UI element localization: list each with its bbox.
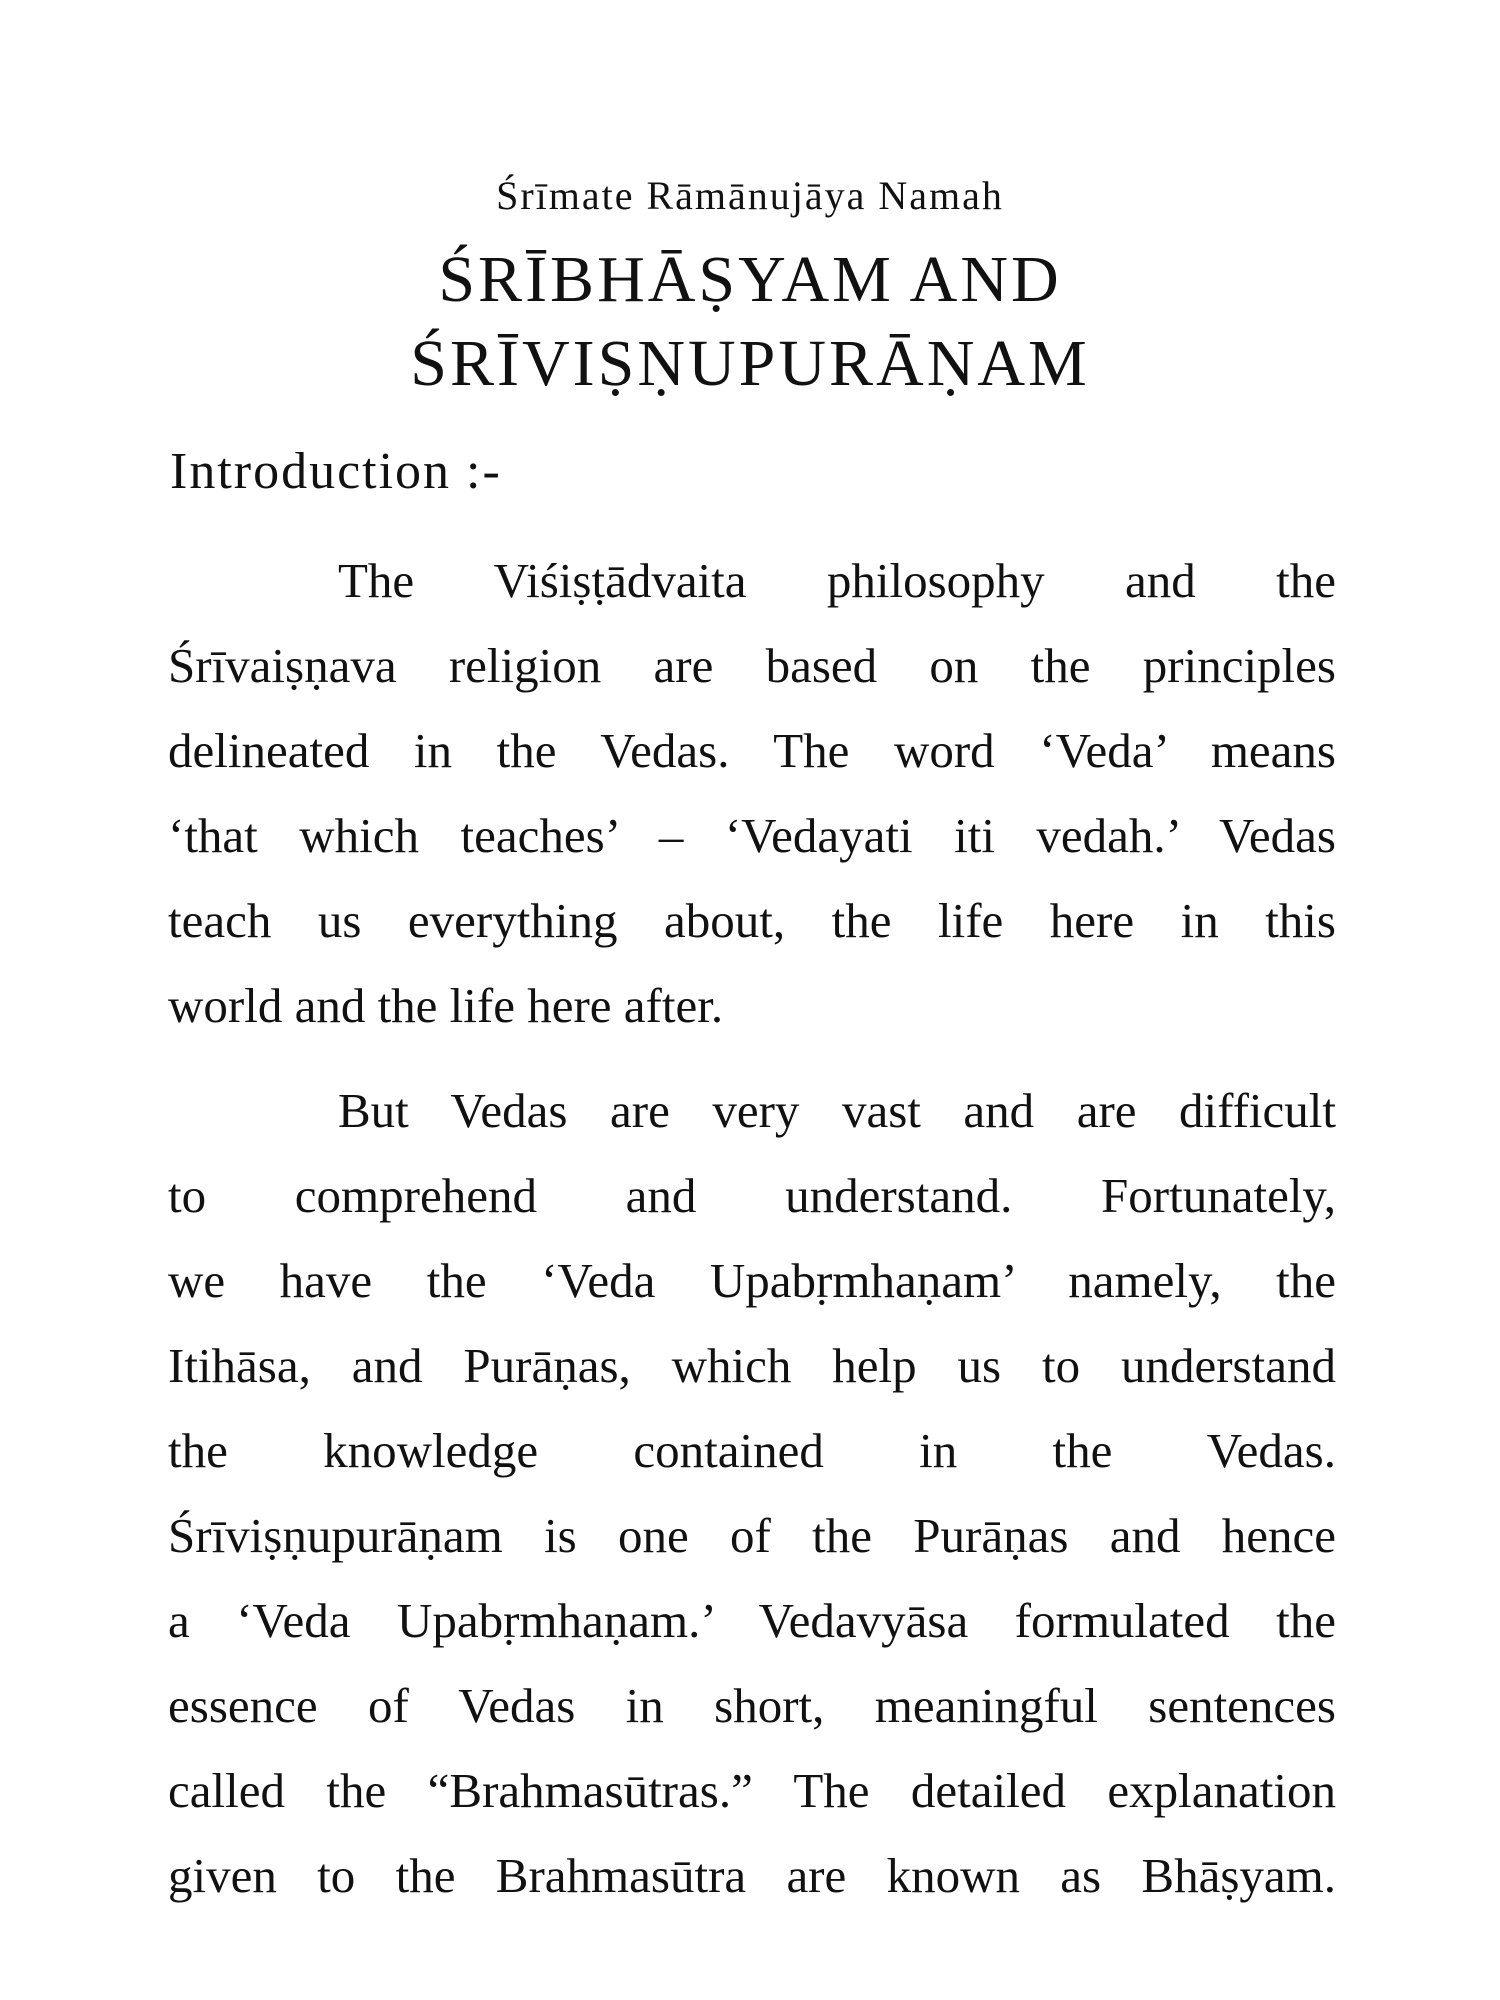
paragraph-line: called the “Brahmasūtras.” The detailed explanation <box>168 1763 1336 1818</box>
paragraph-2 <box>168 1068 1336 1918</box>
page-title <box>0 238 1500 406</box>
paragraph-line: Śrīviṣṇupurāṇam is one of the Purāṇas and hence <box>168 1508 1336 1563</box>
section-heading: Introduction :- <box>170 443 502 500</box>
title-line-2: ŚRĪVIṢṆUPURĀṆAM <box>410 327 1090 400</box>
paragraph-line: to comprehend and understand. Fortunately, <box>168 1168 1336 1223</box>
paragraph-1 <box>168 538 1336 1048</box>
paragraph-line: Śrīvaiṣṇava religion are based on the principles <box>168 638 1336 693</box>
invocation-line: Śrīmate Rāmānujāya Namah <box>496 173 1004 218</box>
paragraph-line: delineated in the Vedas. The word ‘Veda’ means <box>168 723 1336 778</box>
paragraph-line: we have the ‘Veda Upabṛmhaṇam’ namely, the <box>168 1253 1336 1308</box>
paragraph-line: Itihāsa, and Purāṇas, which help us to understand <box>168 1338 1336 1393</box>
paragraph-line: The Viśiṣṭādvaita philosophy and the <box>338 553 1336 608</box>
paragraph-line: world and the life here after. <box>168 978 724 1033</box>
paragraph-line: teach us everything about, the life here in this <box>168 893 1336 948</box>
paragraph-line: ‘that which teaches’ – ‘Vedayati iti vedah.’ Vedas <box>168 808 1336 863</box>
paragraph-line: given to the Brahmasūtra are known as Bhāṣyam. <box>168 1848 1336 1903</box>
paragraph-line: the knowledge contained in the Vedas. <box>168 1423 1336 1478</box>
paragraph-line: a ‘Veda Upabṛmhaṇam.’ Vedavyāsa formulated the <box>168 1593 1336 1648</box>
paragraph-line: But Vedas are very vast and are difficult <box>338 1083 1336 1138</box>
title-line-1: ŚRĪBHĀṢYAM AND <box>438 243 1062 316</box>
paragraph-line: essence of Vedas in short, meaningful sentences <box>168 1678 1336 1733</box>
